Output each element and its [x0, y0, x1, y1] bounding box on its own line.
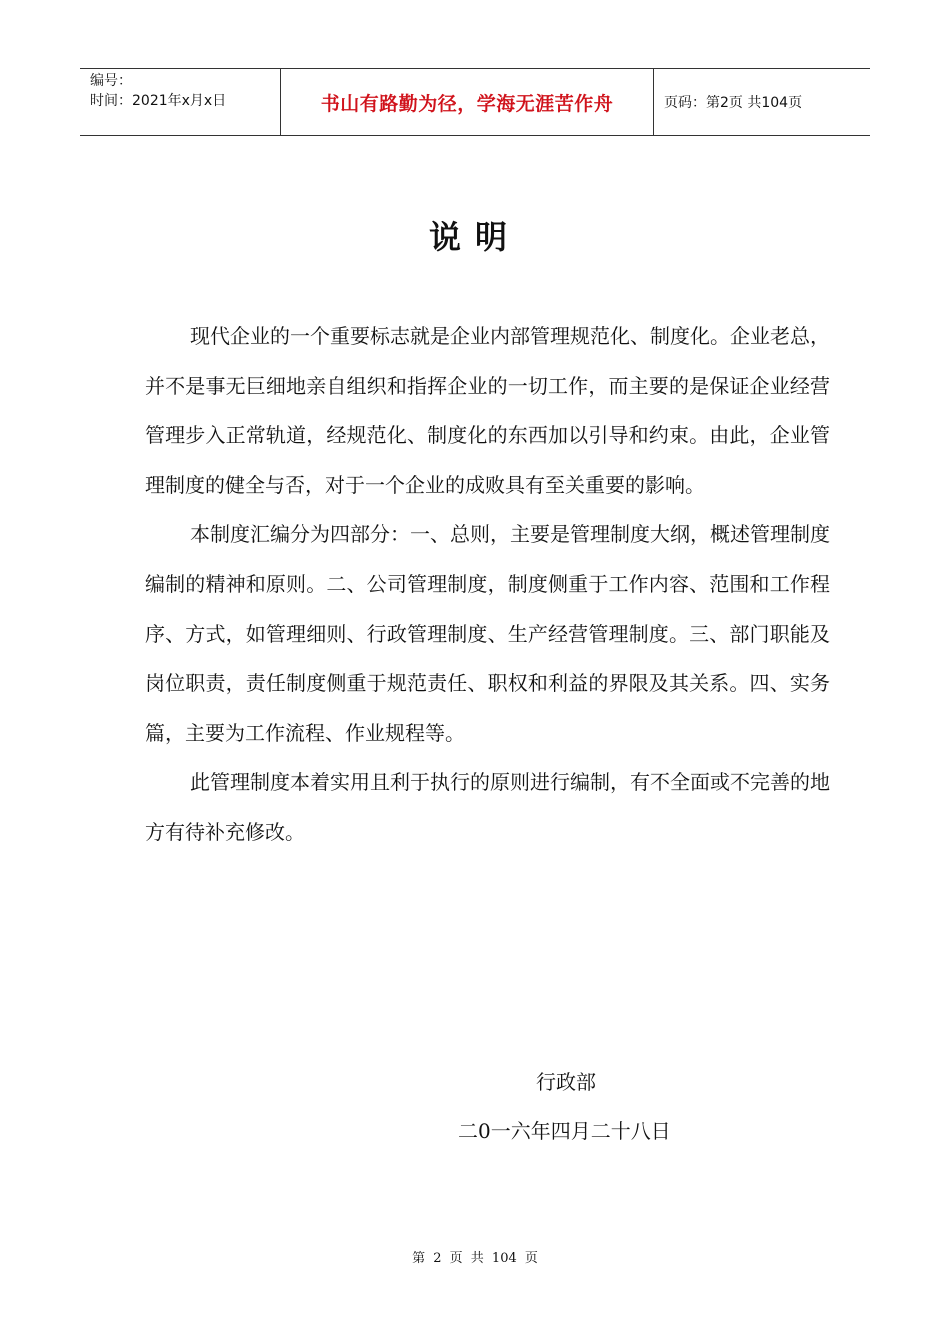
page-header — [80, 68, 870, 136]
header-motto: 书山有路勤为径，学海无涯苦作舟 — [281, 69, 654, 135]
paragraph-3: 此管理制度本着实用且利于执行的原则进行编制，有不全面或不完善的地方有待补充修改。 — [145, 770, 830, 844]
signoff-department: 行政部 — [536, 1070, 596, 1094]
header-page-info: 页码：第2页 共104页 — [664, 95, 803, 111]
document-body — [145, 312, 830, 858]
paragraph-2: 本制度汇编分为四部分：一、总则，主要是管理制度大纲，概述管理制度编制的精神和原则。二、公司管理制度，制度侧重于工作内容、范围和工作程序、方式，如管理细则、行政管理制度、生产经营管理制度。三、部门职能及岗位职责，责任制度侧重于规范责任、职权和利益的界限及其关系。四、实务篇，主要为工作流程、作业规程等。 — [145, 522, 830, 745]
page-footer: 第 2 页 共 104 页 — [412, 1251, 538, 1266]
paragraph-1: 现代企业的一个重要标志就是企业内部管理规范化、制度化。企业老总，并不是事无巨细地亲自组织和指挥企业的一切工作，而主要的是保证企业经营管理步入正常轨道，经规范化、制度化的东西加以引导和约束。由此，企业管理制度的健全与否，对于一个企业的成败具有至关重要的影响。 — [145, 324, 830, 497]
header-meta — [80, 69, 281, 135]
header-number-label: 编号： — [90, 73, 132, 89]
header-time-label: 时间：2021年x月x日 — [90, 93, 227, 109]
signoff-date: 二0一六年四月二十八日 — [458, 1119, 671, 1143]
document-title: 说明 — [428, 218, 521, 256]
